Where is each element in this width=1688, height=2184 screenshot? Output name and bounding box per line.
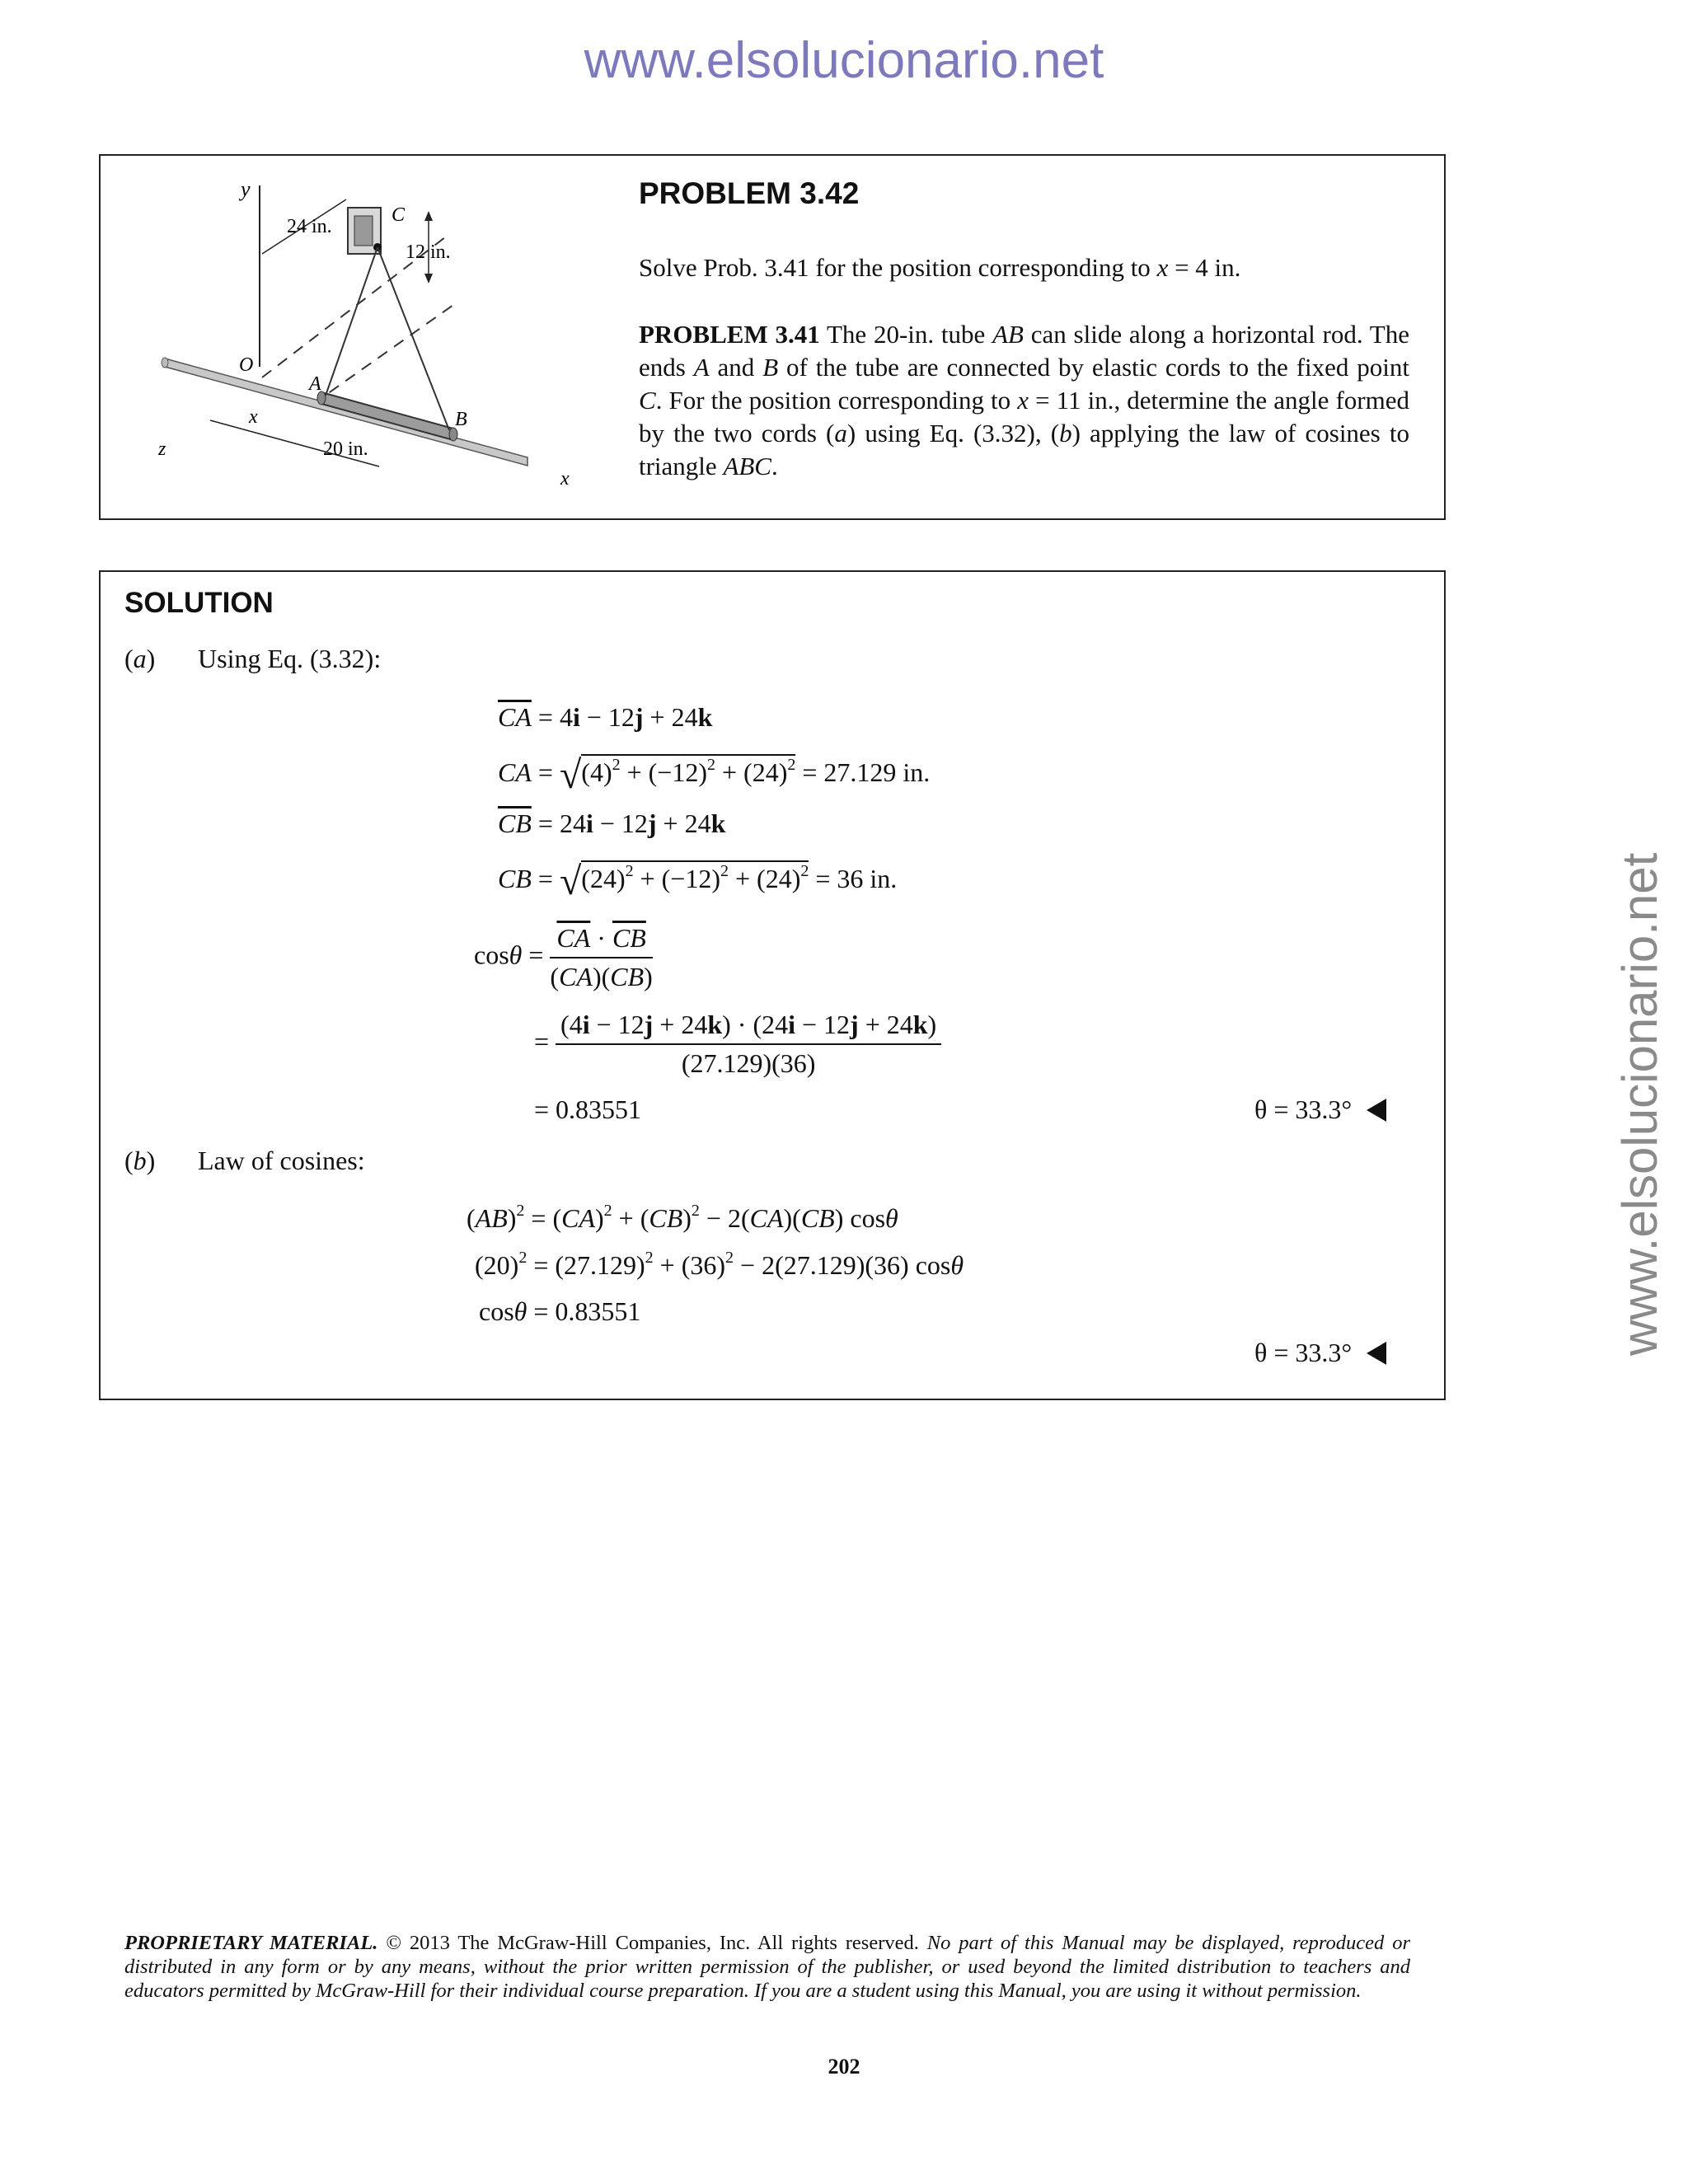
part-b-text: Law of cosines: <box>198 1146 365 1175</box>
tube-AB <box>321 392 453 440</box>
answer-b-marker <box>1367 1342 1386 1365</box>
label-x-axis: x <box>560 468 570 490</box>
footer-copyright <box>124 1931 1410 2003</box>
problem-reference <box>639 318 1409 483</box>
watermark-side-text: www.elsolucionario.net <box>1612 852 1667 1356</box>
ref-A: A <box>693 353 710 382</box>
dim-12: 12 in. <box>406 241 451 263</box>
answer-b-text: θ = 33.3° <box>1254 1338 1353 1367</box>
problem-figure <box>99 157 610 518</box>
label-C: C <box>392 204 406 226</box>
cord-CA <box>326 247 377 396</box>
part-a-label: (a) <box>124 644 156 673</box>
problem-statement <box>639 251 1409 284</box>
watermark-side <box>1603 828 1669 1356</box>
ref-text-9: . <box>771 452 778 480</box>
footer-italic: No part of this Manual may be displayed, reproduced or distributed in any form or by any means, without the prior written permission of the publisher, or used beyond the limited distribution to teachers and educators permitted by McGraw-Hill for their individual course preparation. If you are a student using this Manual, you are using it without permission. <box>124 1932 1410 2002</box>
eq-magnitude-CB: CB = $√(24)^2 + (-12)^2 + (24)^2 = 36$ in. <box>498 860 898 903</box>
dim-24: 24 in. <box>287 216 332 237</box>
statement-pre: Solve Prob. 3.41 for the position corresponding to <box>639 253 1157 282</box>
answer-b <box>1254 1338 1386 1368</box>
eq-law-of-cosines: (AB)$^2$ = (CA)$^2$ + (CB)$^2$ − 2(CA)(CB) cosθ <box>467 1202 898 1233</box>
label-A: A <box>309 373 321 395</box>
eq-cos-substitution: = $\frac{(4i - 12j + 24k) \cdot (24i - 12j + 24k)}{(27.129)(36)}$ <box>534 1010 941 1079</box>
statement-post: = 4 in. <box>1168 253 1241 282</box>
ref-text-3: and <box>709 353 763 382</box>
ref-text-5: . For the position corresponding to <box>655 386 1018 415</box>
label-z: z <box>158 438 166 460</box>
eq-cos-definition: cosθ = $\frac{\overline{CA} \cdot \overline{CB}}{(CA)(CB)}$ <box>474 923 653 991</box>
part-b-label: (b) <box>124 1146 156 1175</box>
footer-bold: PROPRIETARY MATERIAL. <box>124 1932 378 1954</box>
label-O: O <box>239 354 254 376</box>
y-axis-label: y <box>241 177 251 201</box>
ref-text-8: ) applying the law of cosines to triangle <box>639 419 1409 480</box>
solution-title: SOLUTION <box>124 587 274 619</box>
ref-AB: AB <box>992 320 1024 349</box>
bracket-C-inner <box>354 216 373 246</box>
ref-text-1: The 20-in. tube <box>819 320 993 349</box>
dim-x: x <box>249 406 258 428</box>
ref-b: b <box>1059 419 1072 448</box>
answer-a-marker <box>1367 1099 1386 1122</box>
eq-law-substitution: $(20)^2 = (27.129)^2 + (36)^2 - 2(27.129)(36)$ cosθ <box>475 1249 964 1280</box>
eq-cos-value-b: cosθ = 0.83551 <box>479 1296 641 1326</box>
label-B: B <box>455 409 467 430</box>
page-number: 202 <box>828 2055 860 2079</box>
ref-ABC: ABC <box>723 452 771 480</box>
dim-12-arrow-up <box>424 211 433 221</box>
ref-x: x <box>1017 386 1029 415</box>
answer-a <box>1254 1094 1386 1125</box>
ref-text-6: = 11 in., determine the angle formed by the two cords ( <box>639 386 1409 448</box>
cord-CB <box>377 247 449 430</box>
part-a-text: Using Eq. (3.32): <box>198 644 382 673</box>
rod-end <box>162 358 168 368</box>
watermark-top: www.elsolucionario.net <box>584 32 1104 89</box>
eq-vector-CB: $\overline{CB} = 24i - 12j + 24k$ <box>498 808 726 838</box>
ref-C: C <box>639 386 656 415</box>
eq-magnitude-CA: CA = $√(4)^2 + (-12)^2 + (24)^2 = 27.129$ in. <box>498 753 931 797</box>
problem-title: PROBLEM 3.42 <box>639 176 860 210</box>
ref-B: B <box>762 353 779 382</box>
answer-a-text: θ = 33.3° <box>1254 1094 1353 1124</box>
ref-text-7: ) using Eq. (3.32), ( <box>846 419 1060 448</box>
eq-cos-value-a: = 0.83551 <box>534 1094 642 1124</box>
ref-a: a <box>834 419 847 448</box>
eq-vector-CA: $\overline{CA} = 4i - 12j + 24k$ <box>498 702 713 732</box>
statement-var: x <box>1156 253 1169 282</box>
dim-12-arrow-down <box>424 274 433 284</box>
ref-text-4: of the tube are connected by elastic cords to the fixed point <box>778 353 1410 382</box>
dim-20: 20 in. <box>323 438 368 460</box>
footer-normal: © 2013 The McGraw-Hill Companies, Inc. All rights reserved. <box>377 1932 927 1954</box>
ref-label: PROBLEM 3.41 <box>639 320 820 349</box>
ref-text-2: can slide along a horizontal rod. The ends <box>639 320 1409 382</box>
